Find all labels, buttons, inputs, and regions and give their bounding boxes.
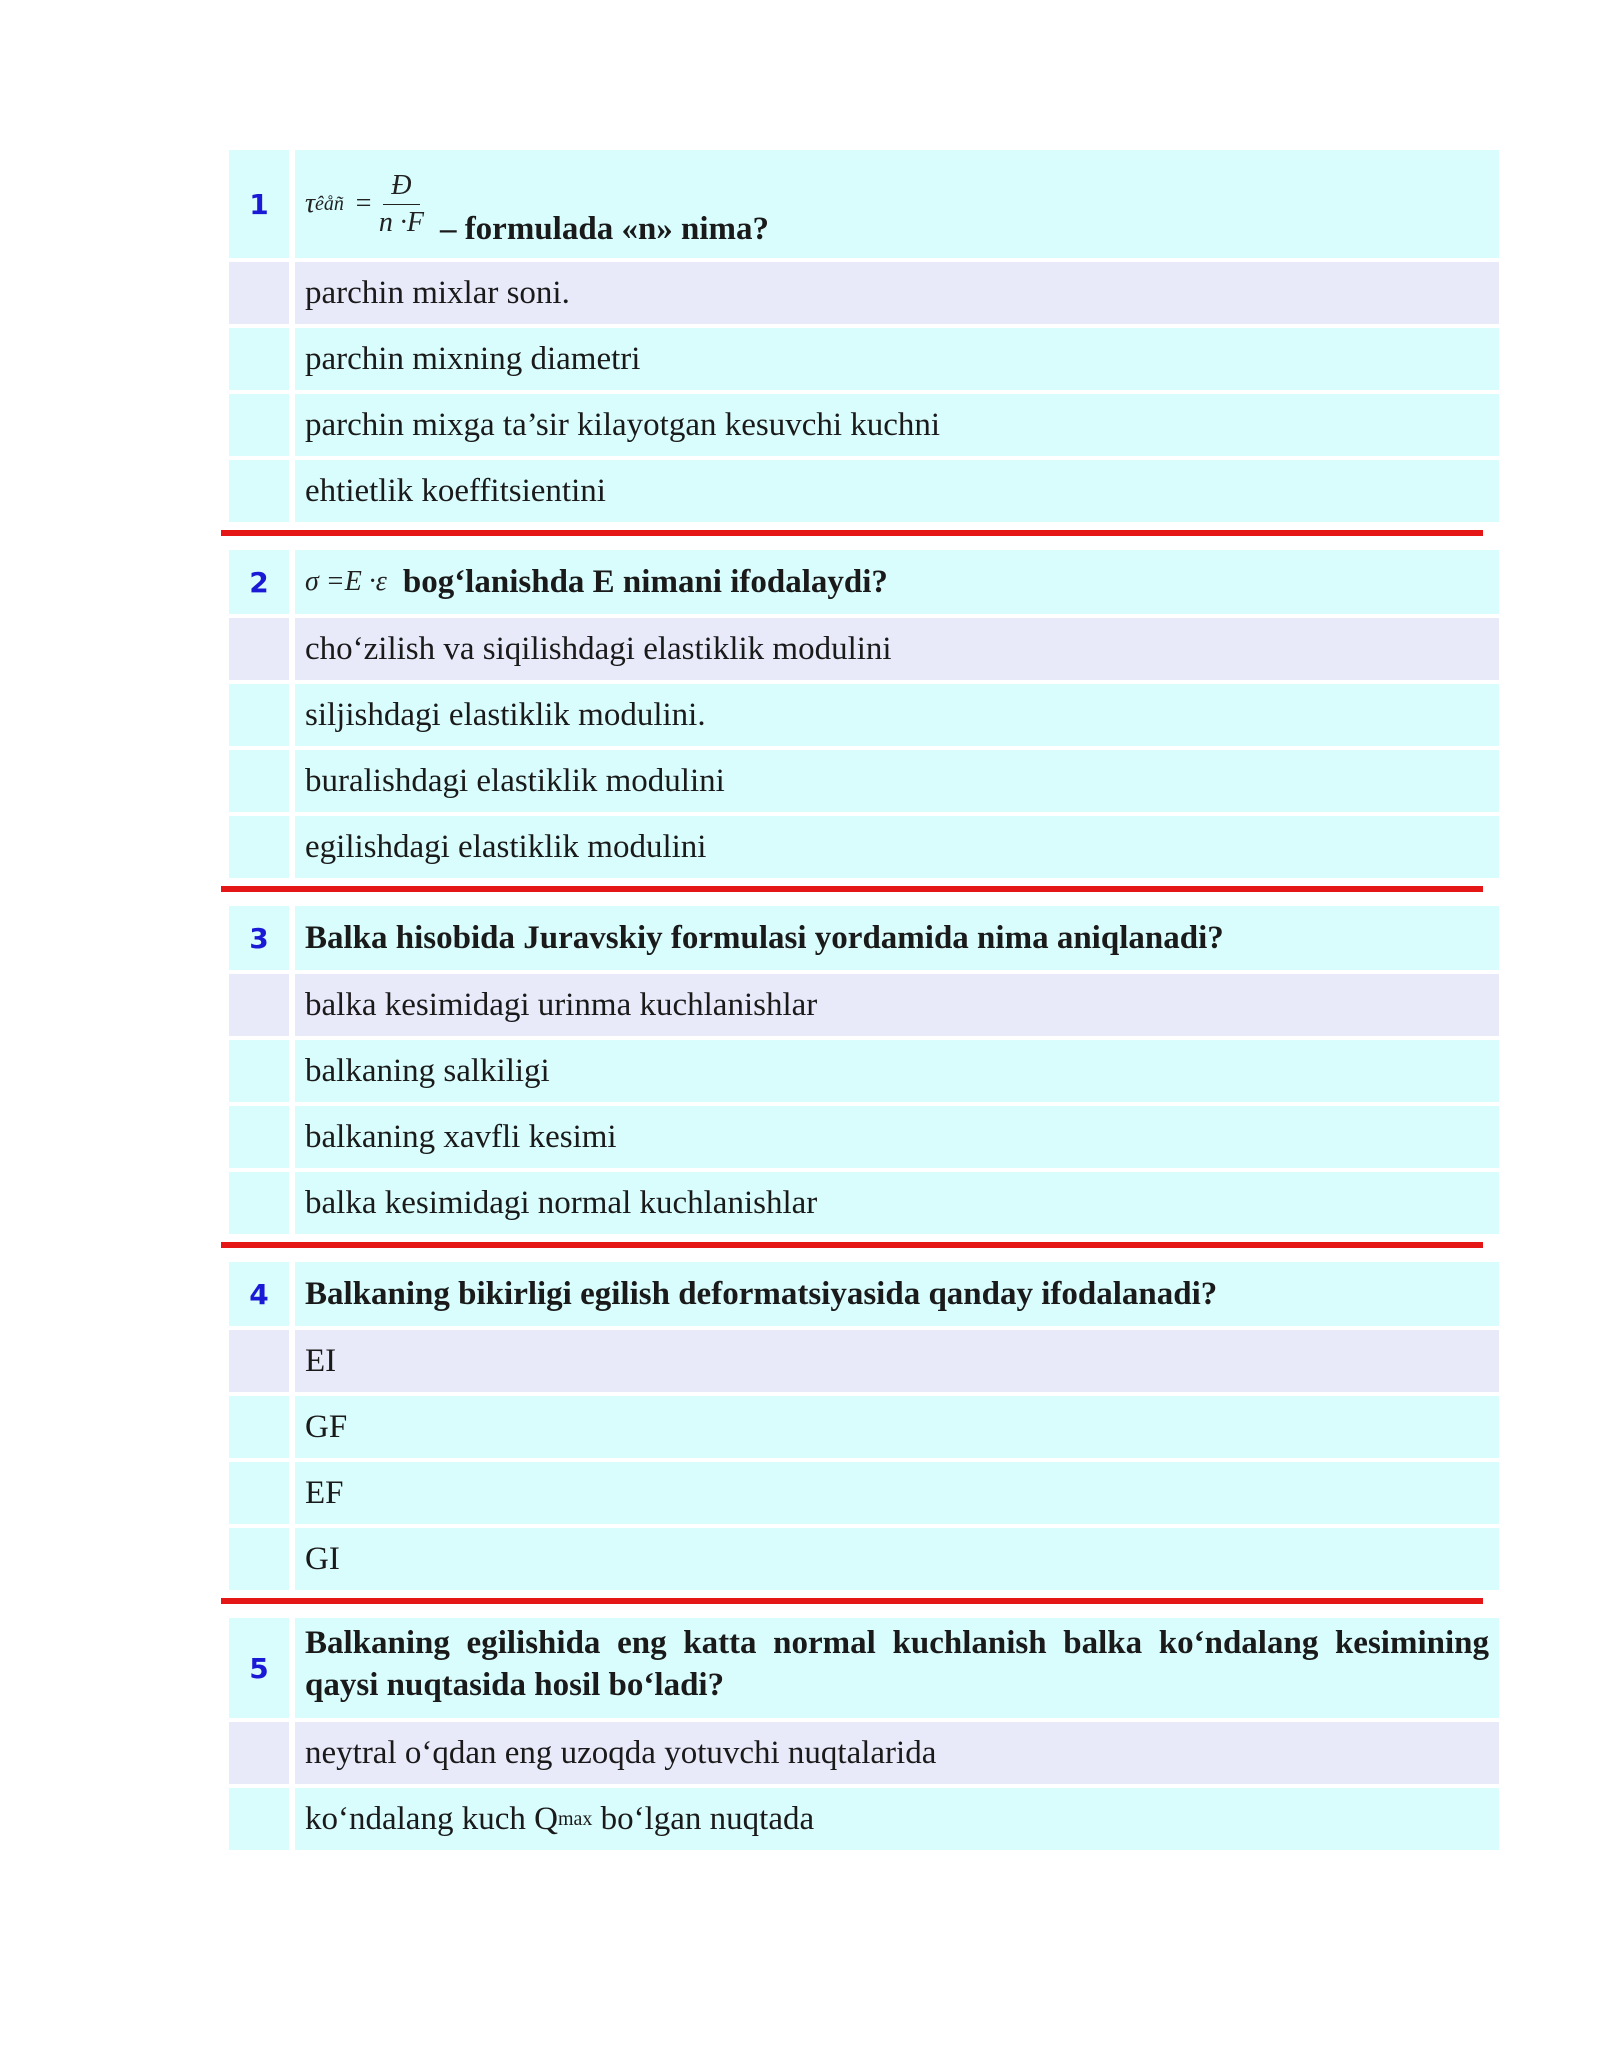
hooke-law-formula: σ =E ·ε <box>305 566 387 597</box>
answer-text-qmax <box>295 1788 1499 1850</box>
answer-row[interactable] <box>229 684 1499 746</box>
answer-row[interactable] <box>229 1172 1499 1234</box>
question-row <box>229 150 1499 258</box>
answer-text: siljishdagi elastiklik modulini. <box>295 684 1499 746</box>
formula-fraction <box>379 170 424 239</box>
answer-text: balka kesimidagi urinma kuchlanishlar <box>295 974 1499 1036</box>
question-block-2 <box>229 550 1499 878</box>
question-separator <box>221 1242 1483 1248</box>
question-text: Balkaning bikirligi egilish deformatsiyasida qanday ifodalanadi? <box>295 1262 1499 1326</box>
answer-text: EF <box>295 1462 1499 1524</box>
question-number: 4 <box>229 1262 289 1326</box>
question-row <box>229 906 1499 970</box>
question-number: 5 <box>229 1618 289 1718</box>
answer-row[interactable] <box>229 1528 1499 1590</box>
question-separator <box>221 530 1483 536</box>
correct-answer-marker <box>229 974 289 1036</box>
correct-answer-marker <box>229 618 289 680</box>
answer-text: buralishdagi elastiklik modulini <box>295 750 1499 812</box>
answer-text: egilishdagi elastiklik modulini <box>295 816 1499 878</box>
answer-row[interactable] <box>229 1722 1499 1784</box>
answer-text: EI <box>295 1330 1499 1392</box>
question-text-cell <box>295 150 1499 258</box>
answer-text-pre: ko‘ndalang kuch Q <box>305 1800 558 1837</box>
question-number: 3 <box>229 906 289 970</box>
question-text: Balka hisobida Juravskiy formulasi yordamida nima aniqlanadi? <box>295 906 1499 970</box>
answer-row[interactable] <box>229 1106 1499 1168</box>
answer-text: GI <box>295 1528 1499 1590</box>
formula-denominator: n ·F <box>378 206 424 238</box>
formula-lhs: τ <box>305 188 316 219</box>
answer-row[interactable] <box>229 1462 1499 1524</box>
answer-row[interactable] <box>229 328 1499 390</box>
answer-text: cho‘zilish va siqilishdagi elastiklik modulini <box>295 618 1499 680</box>
answer-row[interactable] <box>229 460 1499 522</box>
question-text: – formulada «n» nima? <box>439 211 770 247</box>
answer-row[interactable] <box>229 262 1499 324</box>
correct-answer-marker <box>229 262 289 324</box>
answer-text: neytral o‘qdan eng uzoqda yotuvchi nuqtalarida <box>295 1722 1499 1784</box>
question-text: bog‘lanishda E nimani ifodalaydi? <box>402 563 888 600</box>
question-separator <box>221 1598 1483 1604</box>
question-number: 1 <box>229 150 289 258</box>
question-text: Balkaning egilishida eng katta normal kuchlanish balka ko‘ndalang kesimining qaysi nuqtasida hosil bo‘ladi? <box>295 1618 1499 1718</box>
question-separator <box>221 886 1483 892</box>
shear-stress-formula <box>305 170 424 239</box>
answer-text: balkaning xavfli kesimi <box>295 1106 1499 1168</box>
answer-text: parchin mixga ta’sir kilayotgan kesuvchi kuchni <box>295 394 1499 456</box>
answer-row[interactable] <box>229 816 1499 878</box>
answer-row[interactable] <box>229 1330 1499 1392</box>
answer-row[interactable] <box>229 394 1499 456</box>
correct-answer-marker <box>229 1722 289 1784</box>
answer-row[interactable] <box>229 974 1499 1036</box>
answer-text: parchin mixlar soni. <box>295 262 1499 324</box>
answer-text: balkaning salkiligi <box>295 1040 1499 1102</box>
answer-row[interactable] <box>229 750 1499 812</box>
answer-row[interactable] <box>229 1788 1499 1850</box>
answer-text-post: bo‘lgan nuqtada <box>592 1800 815 1837</box>
formula-numerator: Ð <box>383 170 419 205</box>
question-row <box>229 1262 1499 1326</box>
question-block-1 <box>229 150 1499 522</box>
answer-text: balka kesimidagi normal kuchlanishlar <box>295 1172 1499 1234</box>
question-row <box>229 550 1499 614</box>
question-block-5 <box>229 1618 1499 1850</box>
answer-row[interactable] <box>229 1040 1499 1102</box>
answer-text: GF <box>295 1396 1499 1458</box>
answer-row[interactable] <box>229 1396 1499 1458</box>
formula-subscript: êåñ <box>315 192 344 215</box>
test-sheet <box>229 150 1499 1854</box>
answer-subscript: max <box>557 1807 593 1830</box>
answer-row[interactable] <box>229 618 1499 680</box>
formula-equals: = <box>353 188 373 219</box>
answer-text: parchin mixning diametri <box>295 328 1499 390</box>
question-block-4 <box>229 1262 1499 1590</box>
question-row <box>229 1618 1499 1718</box>
answer-text: ehtietlik koeffitsientini <box>295 460 1499 522</box>
correct-answer-marker <box>229 1330 289 1392</box>
question-text-cell <box>295 550 1499 614</box>
question-number: 2 <box>229 550 289 614</box>
question-block-3 <box>229 906 1499 1234</box>
